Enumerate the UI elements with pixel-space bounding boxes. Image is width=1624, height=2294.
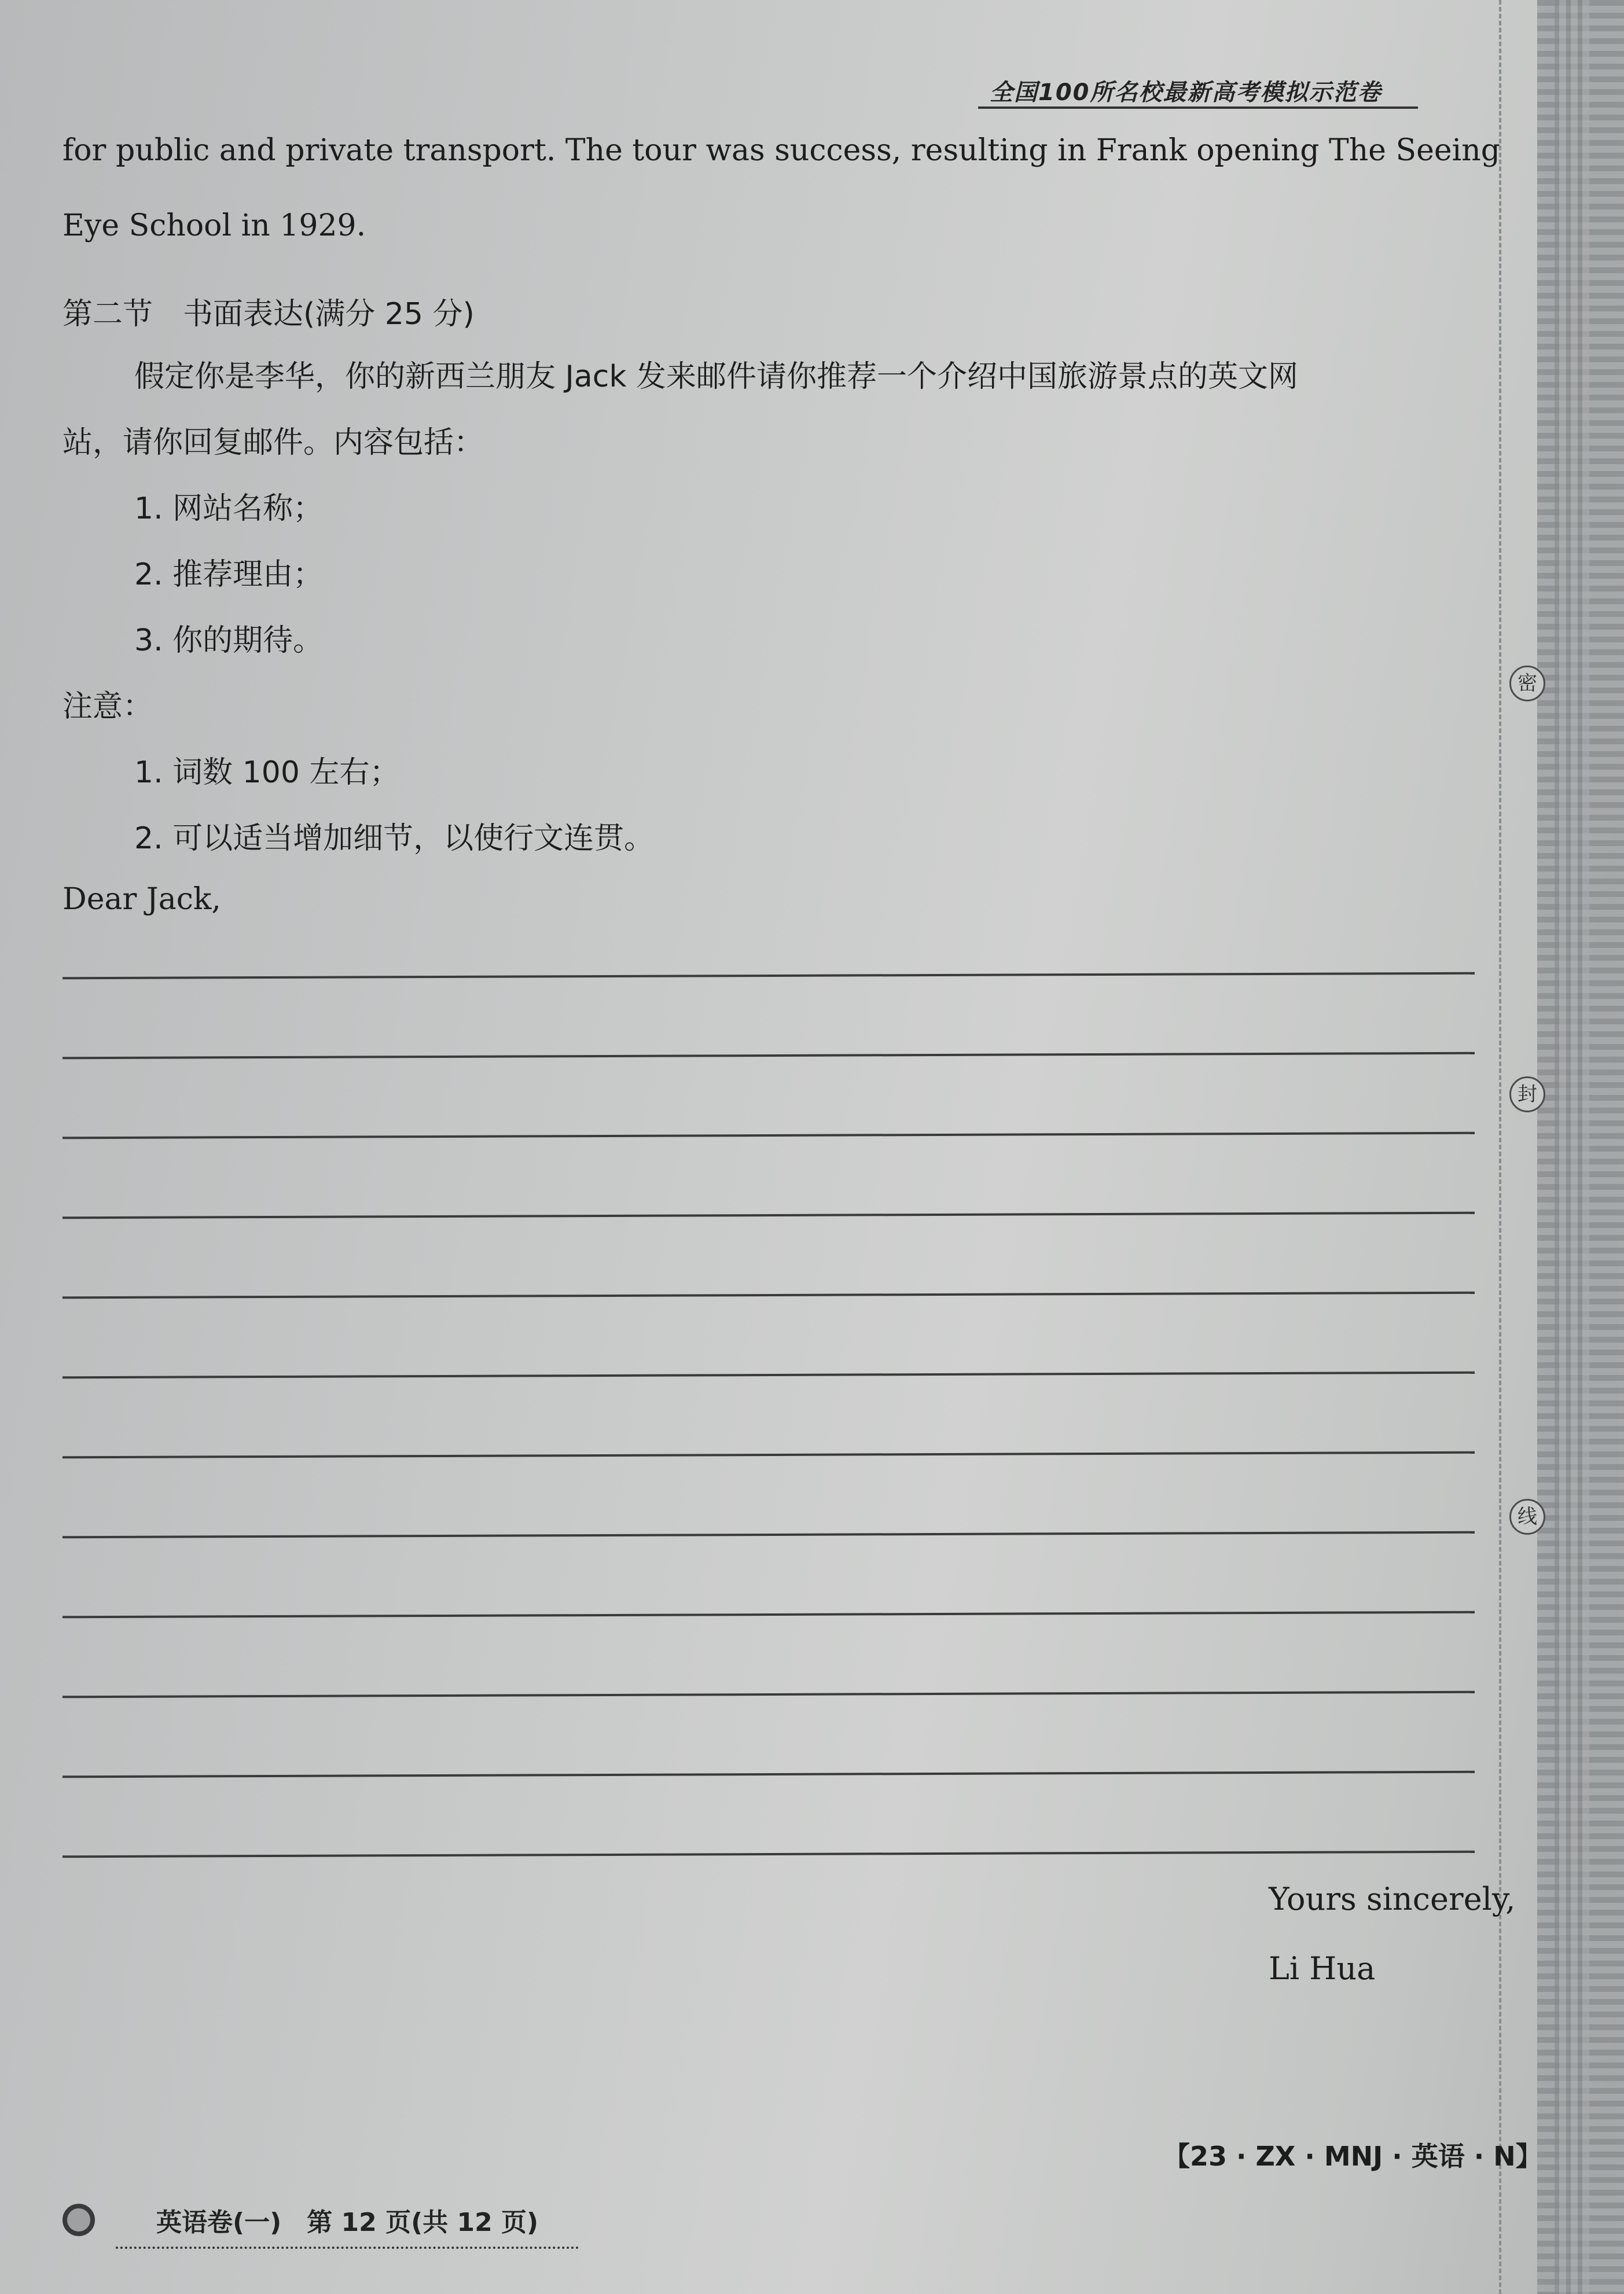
writing-line[interactable]: [63, 1292, 1475, 1299]
header-underline: [978, 106, 1418, 109]
writing-line[interactable]: [63, 1372, 1475, 1379]
content-item-1: 1. 网站名称；: [134, 491, 324, 526]
footer-circle-icon: [63, 2204, 95, 2236]
prompt-line-1: 假定你是李华，你的新西兰朋友 Jack 发来邮件请你推荐一个介绍中国旅游景点的英文网: [134, 359, 1298, 394]
prompt-line-2: 站，请你回复邮件。内容包括：: [63, 425, 484, 460]
note-item-1: 1. 词数 100 左右；: [134, 755, 400, 790]
note-item-2: 2. 可以适当增加细节，以使行文连贯。: [134, 821, 655, 856]
passage-line-1: for public and private transport. The tour was success, resulting in Frank opening The Seeing: [63, 133, 1501, 168]
writing-line[interactable]: [63, 1212, 1475, 1219]
notes-label: 注意：: [63, 689, 153, 724]
seal-char-xian: 线: [1509, 1499, 1545, 1535]
content-item-2: 2. 推荐理由；: [134, 557, 324, 592]
seal-char-mi: 密: [1509, 666, 1545, 701]
writing-line[interactable]: [63, 1611, 1475, 1619]
letter-closing: Yours sincerely,: [1269, 1881, 1516, 1917]
letter-greeting: Dear Jack,: [63, 882, 221, 917]
writing-line[interactable]: [63, 1132, 1475, 1139]
section-title: 第二节 书面表达(满分 25 分): [63, 297, 475, 332]
footer-page-info: 英语卷(一) 第 12 页(共 12 页): [156, 2208, 539, 2237]
seal-char-feng: 封: [1509, 1076, 1545, 1112]
passage-line-2: Eye School in 1929.: [63, 208, 366, 243]
binding-strip: [1537, 0, 1624, 2294]
page-header: [961, 69, 1424, 111]
writing-line[interactable]: [63, 1052, 1475, 1060]
letter-signature: Li Hua: [1269, 1950, 1376, 1987]
writing-line[interactable]: [63, 1451, 1475, 1459]
writing-line[interactable]: [63, 1771, 1475, 1778]
paper-code: 【23 · ZX · MNJ · 英语 · N】: [1163, 2141, 1542, 2172]
page-footer: [58, 2193, 590, 2245]
header-title: 全国100所名校最新高考模拟示范卷: [990, 79, 1382, 106]
writing-line[interactable]: [63, 1851, 1475, 1858]
footer-wave-underline: [116, 2238, 579, 2249]
writing-line[interactable]: [63, 972, 1475, 980]
writing-line[interactable]: [63, 1691, 1475, 1699]
content-item-3: 3. 你的期待。: [134, 623, 324, 658]
writing-line[interactable]: [63, 1531, 1475, 1539]
seal-fold-line: [1499, 0, 1501, 2294]
